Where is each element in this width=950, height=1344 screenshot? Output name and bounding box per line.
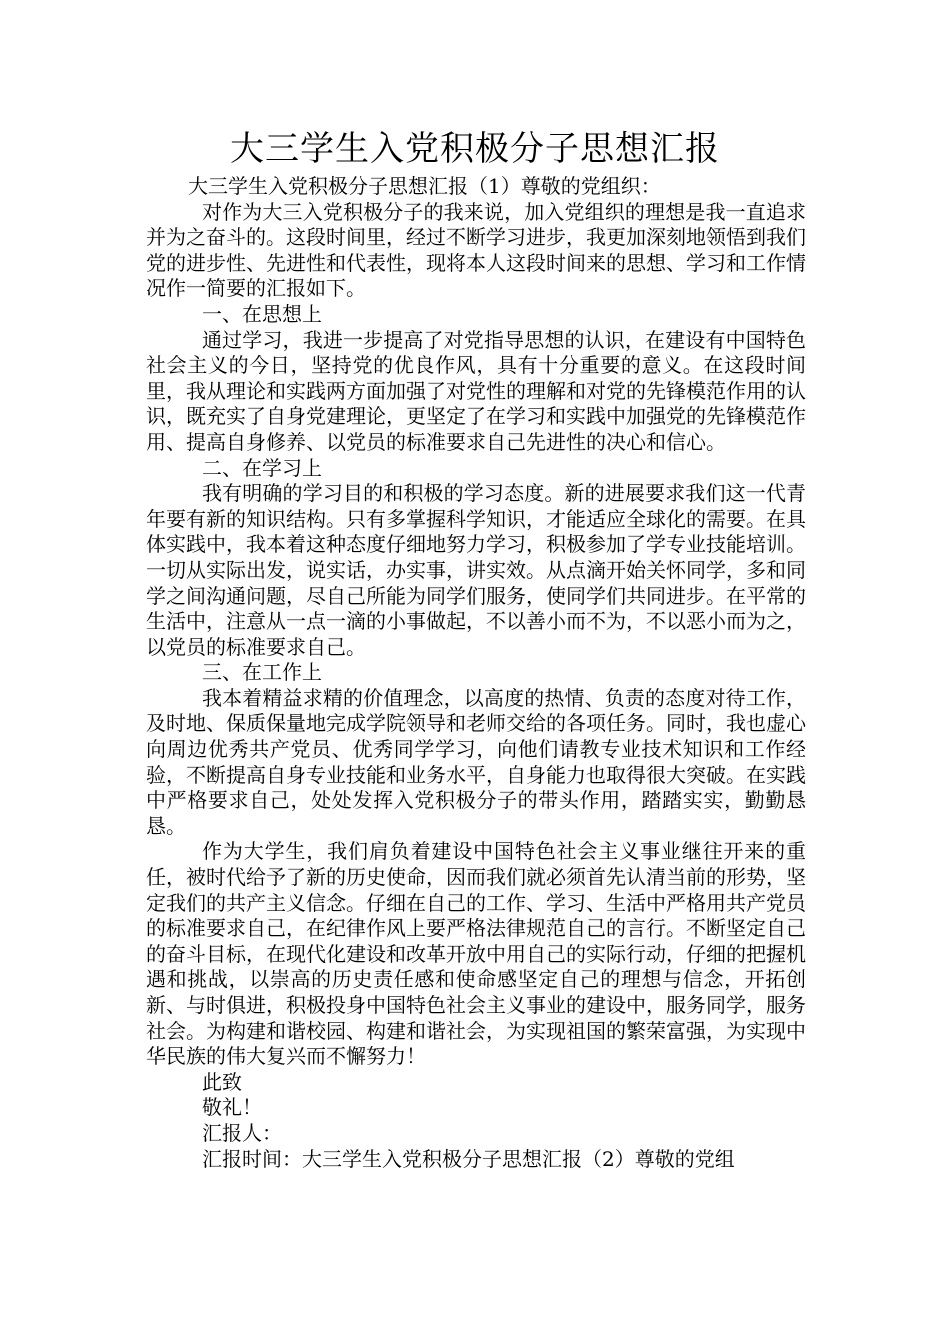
reporter-line: 汇报人： [202, 1120, 282, 1145]
thought-paragraph: 通过学习，我进一步提高了对党指导思想的认识，在建设有中国特色社会主义的今日，坚持党的优良作风，具有十分重要的意义。在这段时间里，我从理论和实践两方面加强了对党性的理解和对党的先锋模范作用的认识，既充实了自身党建理论，更坚定了在学习和实践中加强党的先锋模范作用、提高自身修养、以党员的标准要求自己先进性的决心和信心。 [146, 327, 806, 454]
section-heading-study: 二、在学习上 [202, 455, 322, 480]
summary-paragraph: 作为大学生，我们肩负着建设中国特色社会主义事业继往开来的重任，被时代给予了新的历史使命，因而我们就必须首先认清当前的形势，坚定我们的共产主义信念。仔细在自己的工作、学习、生活中严格用共产党员的标准要求自己，在纪律作风上要严格法律规范自己的言行。不断坚定自己的奋斗目标，在现代化建设和改革开放中用自己的实际行动，仔细的把握机遇和挑战，以崇高的历史责任感和使命感坚定自己的理想与信念，开拓创新、与时俱进，积极投身中国特色社会主义事业的建设中，服务同学，服务社会。为构建和谐校园、构建和谐社会，为实现祖国的繁荣富强，为实现中华民族的伟大复兴而不懈努力！ [146, 839, 806, 1069]
closing-regards: 敬礼！ [202, 1095, 262, 1120]
intro-paragraph: 对作为大三入党积极分子的我来说，加入党组织的理想是我一直追求并为之奋斗的。这段时间里，经过不断学习进步，我更加深刻地领悟到我们党的进步性、先进性和代表性，现将本人这段时间来的思想、学习和工作情况作一简要的汇报如下。 [146, 199, 806, 301]
report-time-line: 汇报时间：大三学生入党积极分子思想汇报（2）尊敬的党组 [202, 1146, 735, 1171]
section-heading-work: 三、在工作上 [202, 660, 322, 685]
document-title: 大三学生入党积极分子思想汇报 [230, 129, 720, 169]
opening-line: 大三学生入党积极分子思想汇报（1）尊敬的党组织： [188, 174, 661, 198]
section-heading-thought: 一、在思想上 [202, 301, 322, 326]
study-paragraph: 我有明确的学习目的和积极的学习态度。新的进展要求我们这一代青年要有新的知识结构。只有多掌握科学知识，才能适应全球化的需要。在具体实践中，我本着这种态度仔细地努力学习，积极参加了学专业技能培训。一切从实际出发，说实话，办实事，讲实效。从点滴开始关怀同学，多和同学之间沟通问题，尽自己所能为同学们服务，使同学们共同进步。在平常的生活中，注意从一点一滴的小事做起，不以善小而不为，不以恶小而为之，以党员的标准要求自己。 [146, 481, 806, 659]
work-paragraph: 我本着精益求精的价值理念，以高度的热情、负责的态度对待工作，及时地、保质保量地完成学院领导和老师交给的各项任务。同时，我也虚心向周边优秀共产党员、优秀同学学习，向他们请教专业技术知识和工作经验，不断提高自身专业技能和业务水平，自身能力也取得很大突破。在实践中严格要求自己，处处发挥入党积极分子的带头作用，踏踏实实，勤勤恳恳。 [146, 685, 806, 838]
document-body [146, 174, 806, 1172]
closing-salutation: 此致 [202, 1069, 242, 1094]
